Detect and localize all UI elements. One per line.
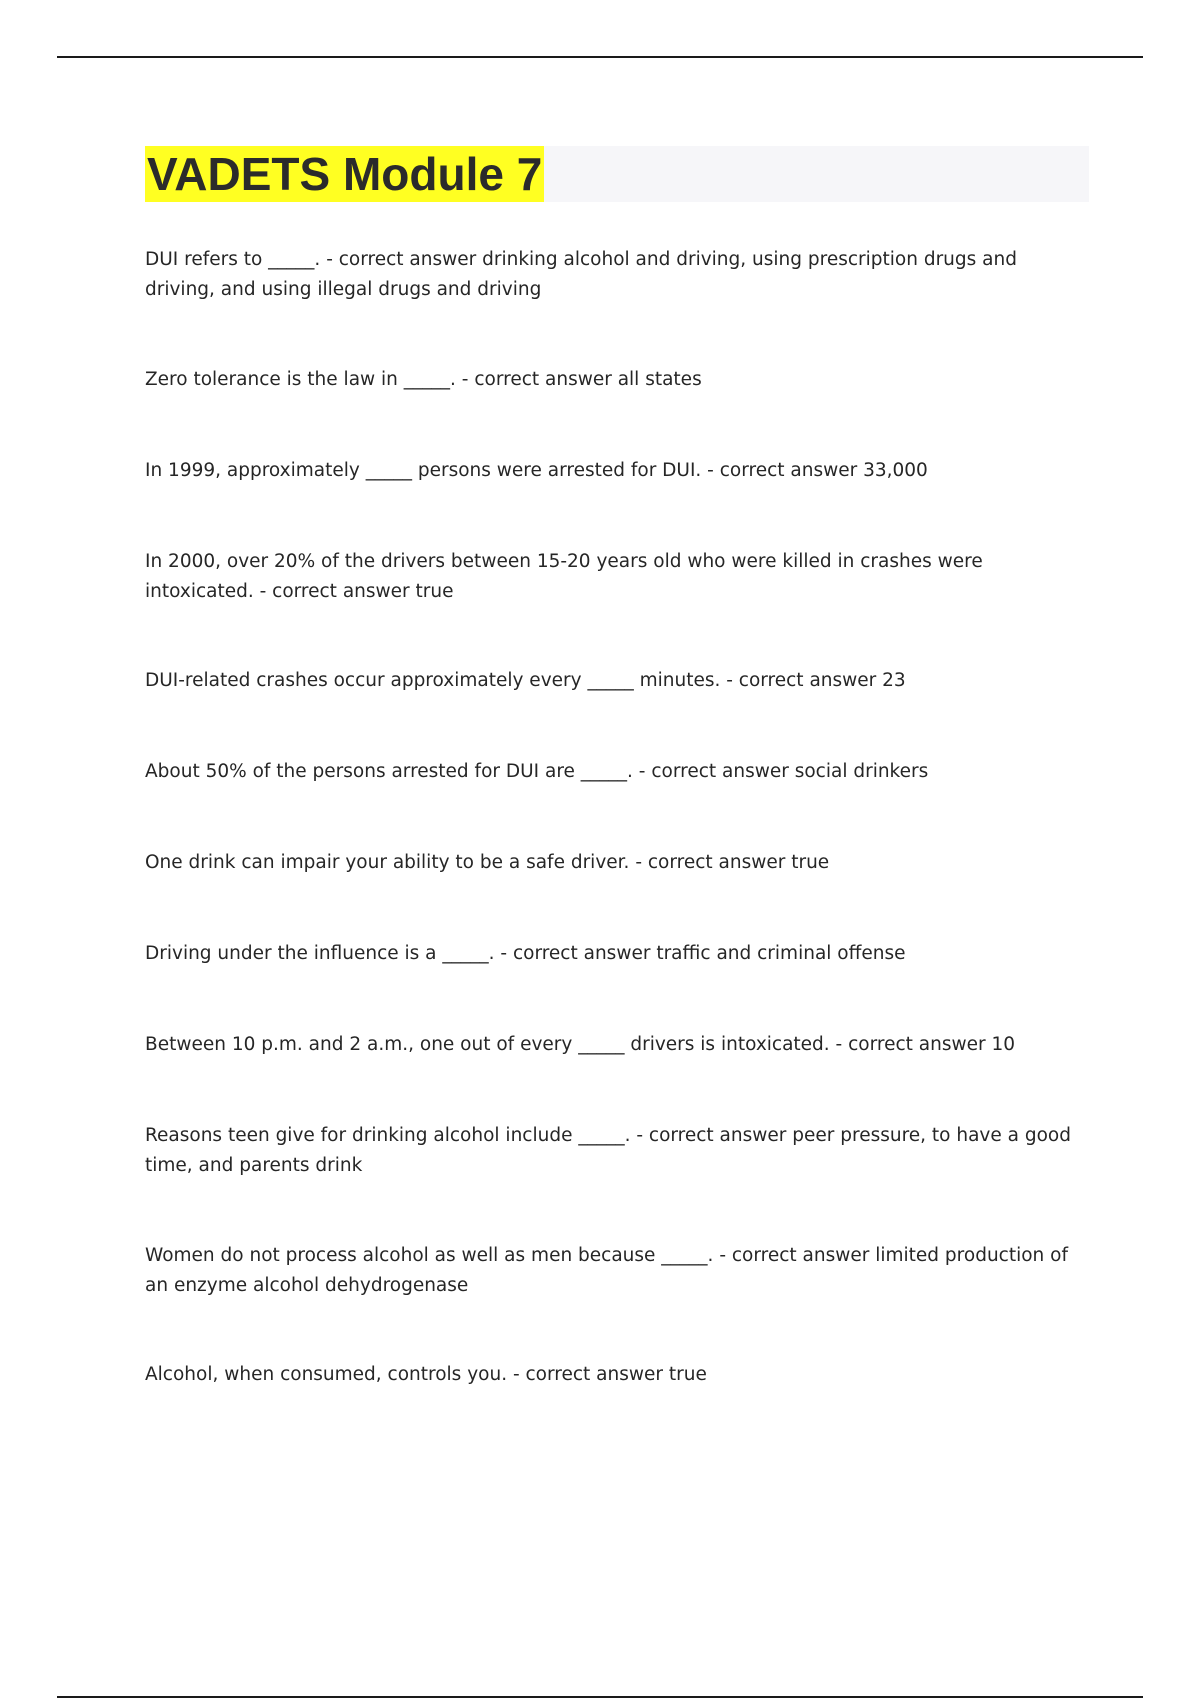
qa-item-social-drinkers: About 50% of the persons arrested for DUI are _____. - correct answer social drinkers <box>145 761 929 782</box>
qa-item-women-alcohol: Women do not process alcohol as well as men because _____. - correct answer limited production of an enzyme alcohol dehydrogenase <box>145 1245 1068 1296</box>
qa-item-alcohol-control: Alcohol, when consumed, controls you. - correct answer true <box>145 1364 707 1385</box>
page-title: VADETS Module 7 <box>147 148 543 200</box>
qa-item-offense-type: Driving under the influence is a _____. - correct answer traffic and criminal offense <box>145 943 906 964</box>
top-rule <box>57 56 1143 58</box>
qa-item-zero-tolerance: Zero tolerance is the law in _____. - correct answer all states <box>145 369 702 390</box>
bottom-rule <box>57 1696 1143 1698</box>
qa-item-arrests-1999: In 1999, approximately _____ persons were arrested for DUI. - correct answer 33,000 <box>145 460 928 481</box>
qa-item-night-drivers: Between 10 p.m. and 2 a.m., one out of every _____ drivers is intoxicated. - correct answer 10 <box>145 1034 1016 1055</box>
qa-item-teen-reasons: Reasons teen give for drinking alcohol include _____. - correct answer peer pressure, to have a good time, and parents drink <box>145 1125 1071 1176</box>
qa-item-intoxicated-drivers-2000: In 2000, over 20% of the drivers between 15-20 years old who were killed in crashes were intoxicated. - correct answer true <box>145 551 983 602</box>
qa-item-crash-frequency: DUI-related crashes occur approximately every _____ minutes. - correct answer 23 <box>145 670 906 691</box>
qa-item-one-drink: One drink can impair your ability to be a safe driver. - correct answer true <box>145 852 830 873</box>
qa-item-dui-definition: DUI refers to _____. - correct answer drinking alcohol and driving, using prescription drugs and driving, and using illegal drugs and driving <box>145 249 1017 300</box>
